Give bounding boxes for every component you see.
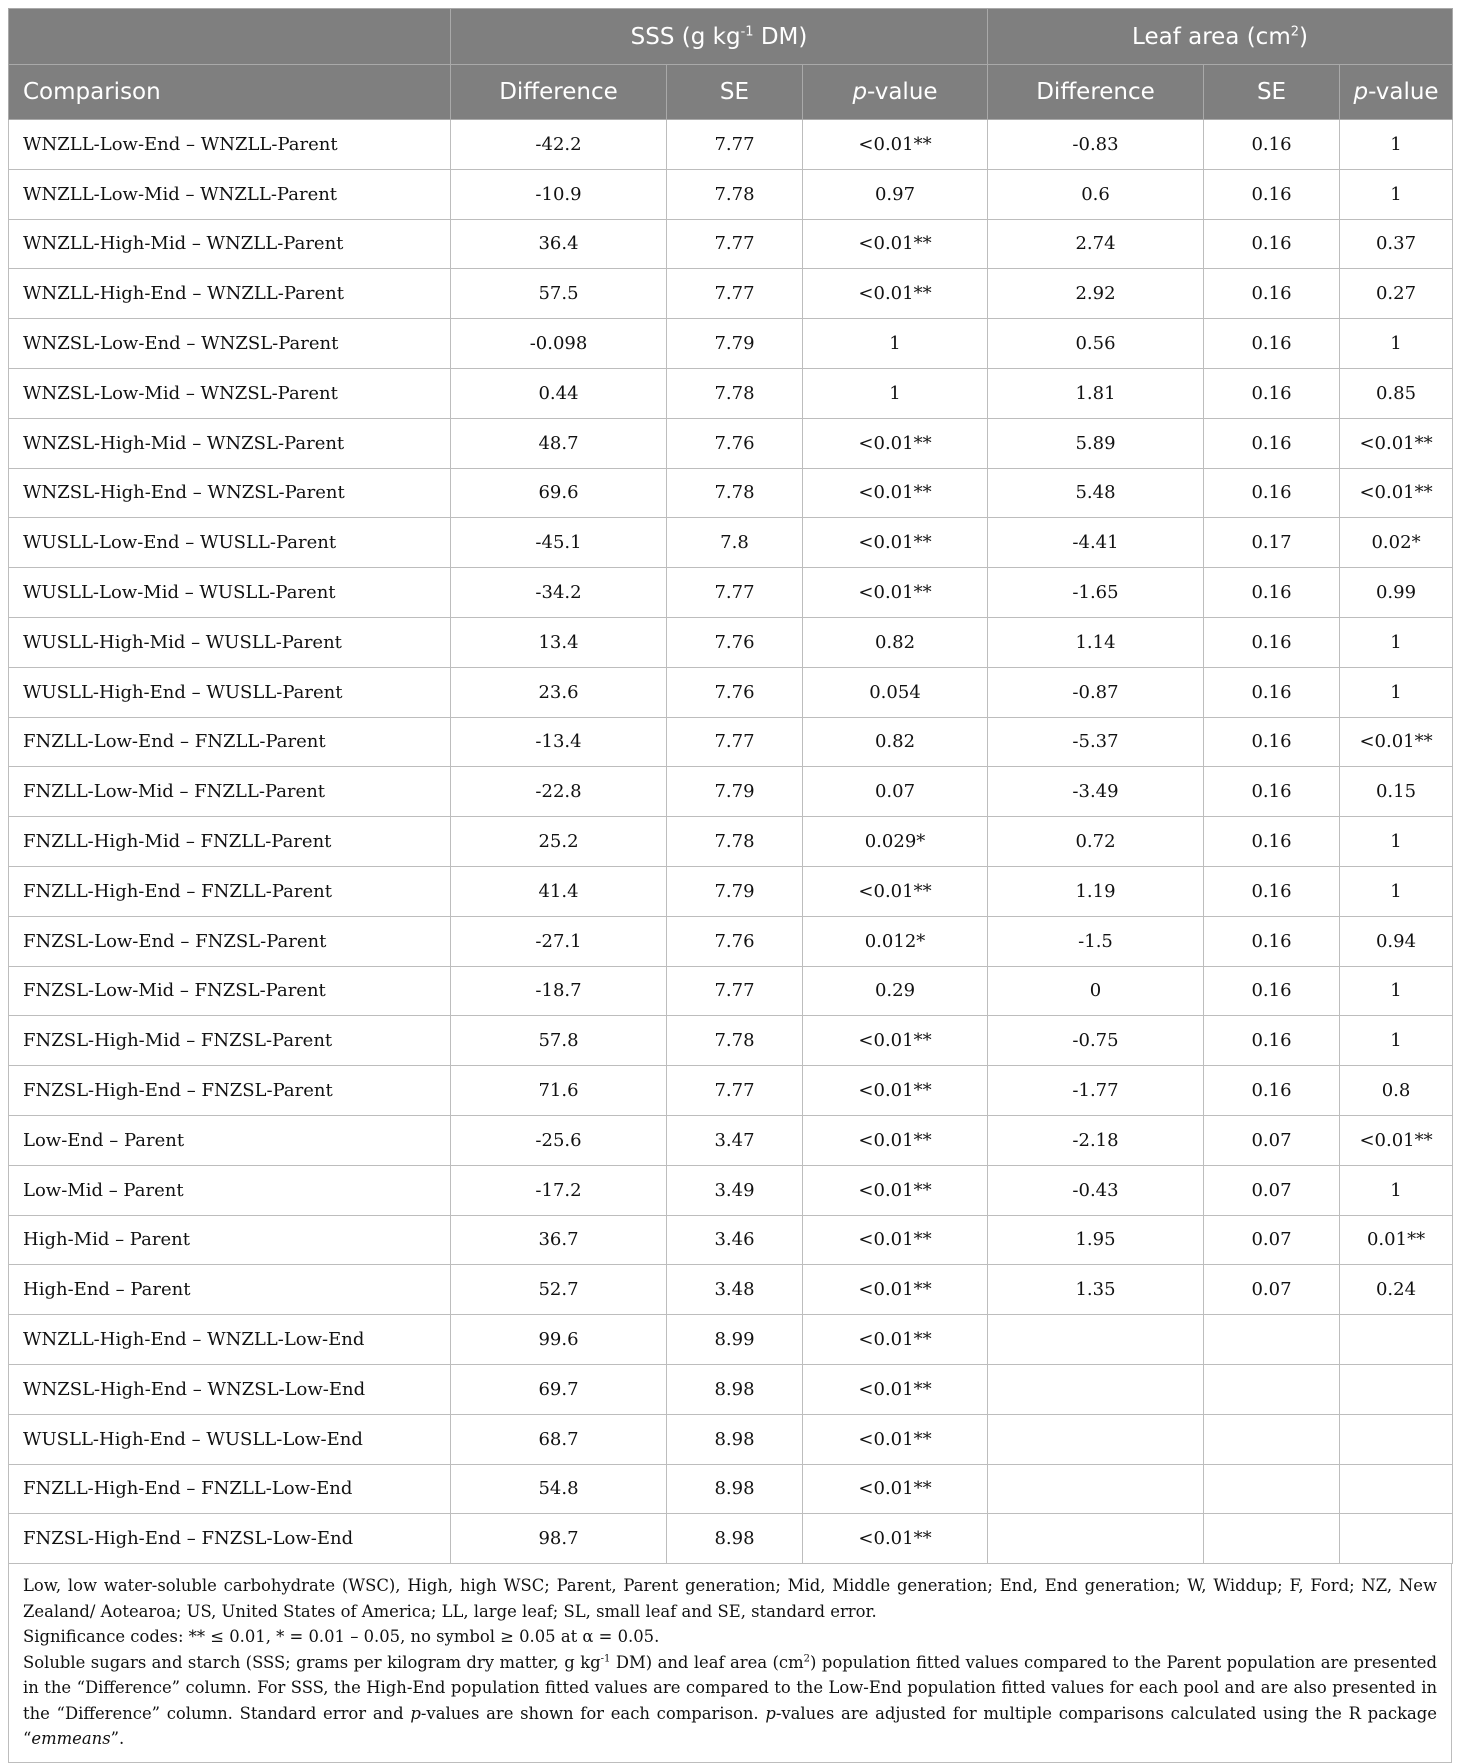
comparison-cell: FNZSL-Low-Mid – FNZSL-Parent (9, 966, 451, 1016)
sss-p-value-cell: 0.07 (803, 767, 988, 817)
comparison-cell: WNZLL-High-End – WNZLL-Low-End (9, 1315, 451, 1365)
comparison-cell: FNZLL-High-Mid – FNZLL-Parent (9, 817, 451, 867)
comparison-cell: FNZLL-High-End – FNZLL-Parent (9, 866, 451, 916)
leaf-p-value-cell: <0.01** (1340, 1115, 1453, 1165)
leaf-difference-cell (988, 1414, 1204, 1464)
table-row (9, 568, 1453, 618)
table-row (9, 1414, 1453, 1464)
leaf-p-value-cell: <0.01** (1340, 717, 1453, 767)
leaf-se-cell: 0.16 (1204, 418, 1340, 468)
sss-p-value-cell: <0.01** (803, 269, 988, 319)
comparison-cell: WNZLL-Low-Mid – WNZLL-Parent (9, 169, 451, 219)
leaf-se-cell: 0.16 (1204, 568, 1340, 618)
sss-p-value-cell: <0.01** (803, 1414, 988, 1464)
leaf-p-value-cell (1340, 1464, 1453, 1514)
header-sss-difference: Difference (451, 65, 667, 120)
table-row (9, 916, 1453, 966)
comparison-cell: Low-Mid – Parent (9, 1165, 451, 1215)
leaf-difference-cell: -0.83 (988, 120, 1204, 170)
header-sss-group: SSS (g $kg^{-1}$ DM) (451, 9, 988, 65)
leaf-se-cell: 0.16 (1204, 717, 1340, 767)
table-row (9, 468, 1453, 518)
leaf-p-value-cell: 0.27 (1340, 269, 1453, 319)
leaf-se-cell: 0.16 (1204, 617, 1340, 667)
sss-p-value-cell: <0.01** (803, 1215, 988, 1265)
table-row (9, 866, 1453, 916)
comparison-cell: WNZSL-Low-Mid – WNZSL-Parent (9, 368, 451, 418)
sss-se-cell: 7.78 (667, 817, 803, 867)
sss-p-value-cell: <0.01** (803, 1165, 988, 1215)
header-leaf-se: SE (1204, 65, 1340, 120)
sss-se-cell: 7.79 (667, 866, 803, 916)
table-row (9, 617, 1453, 667)
header-empty-cell (9, 9, 451, 65)
table-row (9, 1514, 1453, 1564)
header-leaf-area-group: Leaf area $(cm^2)$ (988, 9, 1453, 65)
leaf-difference-cell: 5.48 (988, 468, 1204, 518)
header-sss-p-value: p-value (803, 65, 988, 120)
sss-p-value-cell: 1 (803, 319, 988, 369)
leaf-difference-cell: 0 (988, 966, 1204, 1016)
sss-se-cell: 7.77 (667, 568, 803, 618)
leaf-difference-cell: -0.43 (988, 1165, 1204, 1215)
leaf-difference-cell: 1.81 (988, 368, 1204, 418)
leaf-difference-cell: -1.77 (988, 1066, 1204, 1116)
leaf-se-cell: 0.16 (1204, 817, 1340, 867)
leaf-se-cell (1204, 1315, 1340, 1365)
sss-se-cell: 7.77 (667, 966, 803, 1016)
header-sss-se: SE (667, 65, 803, 120)
header-leaf-p-value: p-value (1340, 65, 1453, 120)
sss-p-value-cell: <0.01** (803, 1115, 988, 1165)
sss-difference-cell: 36.4 (451, 219, 667, 269)
leaf-difference-cell (988, 1514, 1204, 1564)
sss-difference-cell: 36.7 (451, 1215, 667, 1265)
table-row (9, 1364, 1453, 1414)
table-row (9, 966, 1453, 1016)
leaf-p-value-cell: 0.85 (1340, 368, 1453, 418)
comparison-cell: WUSLL-Low-End – WUSLL-Parent (9, 518, 451, 568)
comparison-cell: FNZSL-High-End – FNZSL-Low-End (9, 1514, 451, 1564)
leaf-difference-cell: -1.65 (988, 568, 1204, 618)
leaf-p-value-cell: 1 (1340, 817, 1453, 867)
sss-difference-cell: -45.1 (451, 518, 667, 568)
leaf-difference-cell: 0.56 (988, 319, 1204, 369)
sss-se-cell: 7.78 (667, 169, 803, 219)
leaf-se-cell: 0.16 (1204, 169, 1340, 219)
table-row (9, 368, 1453, 418)
sss-p-value-cell: <0.01** (803, 1016, 988, 1066)
table-row (9, 269, 1453, 319)
sss-se-cell: 7.77 (667, 219, 803, 269)
sss-p-value-cell: <0.01** (803, 120, 988, 170)
sss-difference-cell: 68.7 (451, 1414, 667, 1464)
sss-se-cell: 8.99 (667, 1315, 803, 1365)
sss-p-value-cell: <0.01** (803, 1315, 988, 1365)
sss-p-value-cell: <0.01** (803, 568, 988, 618)
leaf-se-cell: 0.16 (1204, 966, 1340, 1016)
sss-difference-cell: -18.7 (451, 966, 667, 1016)
sss-difference-cell: 57.5 (451, 269, 667, 319)
sss-p-value-cell: <0.01** (803, 1265, 988, 1315)
sss-difference-cell: 23.6 (451, 667, 667, 717)
sss-se-cell: 3.48 (667, 1265, 803, 1315)
header-comparison: Comparison (9, 65, 451, 120)
leaf-se-cell: 0.16 (1204, 866, 1340, 916)
leaf-difference-cell: 2.74 (988, 219, 1204, 269)
leaf-p-value-cell: <0.01** (1340, 418, 1453, 468)
leaf-p-value-cell: 0.99 (1340, 568, 1453, 618)
comparison-cell: WNZSL-High-End – WNZSL-Low-End (9, 1364, 451, 1414)
comparison-cell: FNZSL-High-End – FNZSL-Parent (9, 1066, 451, 1116)
sss-difference-cell: 0.44 (451, 368, 667, 418)
sss-se-cell: 7.78 (667, 468, 803, 518)
sss-p-value-cell: <0.01** (803, 468, 988, 518)
leaf-p-value-cell: 1 (1340, 966, 1453, 1016)
leaf-difference-cell: -4.41 (988, 518, 1204, 568)
leaf-p-value-cell: <0.01** (1340, 468, 1453, 518)
leaf-difference-cell (988, 1364, 1204, 1414)
sss-difference-cell: 98.7 (451, 1514, 667, 1564)
leaf-difference-cell: -0.75 (988, 1016, 1204, 1066)
table-row (9, 717, 1453, 767)
leaf-difference-cell: 1.95 (988, 1215, 1204, 1265)
sss-p-value-cell: 0.012* (803, 916, 988, 966)
sss-se-cell: 7.78 (667, 368, 803, 418)
sss-p-value-cell: <0.01** (803, 219, 988, 269)
leaf-p-value-cell: 0.01** (1340, 1215, 1453, 1265)
sss-se-cell: 3.49 (667, 1165, 803, 1215)
leaf-p-value-cell: 0.15 (1340, 767, 1453, 817)
leaf-se-cell: 0.16 (1204, 269, 1340, 319)
comparison-cell: High-Mid – Parent (9, 1215, 451, 1265)
sss-difference-cell: -0.098 (451, 319, 667, 369)
leaf-p-value-cell: 0.8 (1340, 1066, 1453, 1116)
leaf-p-value-cell: 1 (1340, 866, 1453, 916)
leaf-p-value-cell: 1 (1340, 667, 1453, 717)
sss-se-cell: 7.77 (667, 717, 803, 767)
leaf-se-cell: 0.16 (1204, 916, 1340, 966)
leaf-p-value-cell (1340, 1364, 1453, 1414)
leaf-se-cell: 0.16 (1204, 1016, 1340, 1066)
comparison-cell: High-End – Parent (9, 1265, 451, 1315)
comparison-cell: WUSLL-Low-Mid – WUSLL-Parent (9, 568, 451, 618)
comparison-cell: WNZLL-High-End – WNZLL-Parent (9, 269, 451, 319)
table-row (9, 1315, 1453, 1365)
sss-se-cell: 7.77 (667, 269, 803, 319)
footnote-description: Soluble sugars and starch (SSS; grams per kilogram dry matter, g $kg^{-1}$ DM) and leaf area $(cm^2)$ population fitted values compared to the Parent population are presented in the “Difference” column. For SSS, the High-End population fitted values are compared to the Low-End population fitted values for each pool and are also presented in the “Difference” column. Standard error and p-values are shown for each comparison. p-values are adjusted for multiple comparisons calculated using the R package “emmeans”. (23, 1652, 1437, 1749)
sss-difference-cell: -13.4 (451, 717, 667, 767)
sss-se-cell: 7.79 (667, 767, 803, 817)
comparison-cell: FNZSL-Low-End – FNZSL-Parent (9, 916, 451, 966)
sss-difference-cell: 71.6 (451, 1066, 667, 1116)
sss-p-value-cell: <0.01** (803, 418, 988, 468)
leaf-se-cell: 0.07 (1204, 1165, 1340, 1215)
sss-difference-cell: -22.8 (451, 767, 667, 817)
table-row (9, 767, 1453, 817)
sss-difference-cell: -17.2 (451, 1165, 667, 1215)
sss-p-value-cell: 0.97 (803, 169, 988, 219)
sss-se-cell: 8.98 (667, 1514, 803, 1564)
table-row (9, 219, 1453, 269)
sss-p-value-cell: 0.82 (803, 717, 988, 767)
leaf-se-cell (1204, 1414, 1340, 1464)
leaf-se-cell: 0.16 (1204, 1066, 1340, 1116)
table-row (9, 1066, 1453, 1116)
leaf-difference-cell: 5.89 (988, 418, 1204, 468)
sss-se-cell: 7.76 (667, 667, 803, 717)
leaf-difference-cell: -1.5 (988, 916, 1204, 966)
leaf-difference-cell: 0.72 (988, 817, 1204, 867)
sss-difference-cell: 13.4 (451, 617, 667, 667)
leaf-difference-cell: -3.49 (988, 767, 1204, 817)
table-row (9, 319, 1453, 369)
sss-p-value-cell: 0.29 (803, 966, 988, 1016)
sss-difference-cell: 48.7 (451, 418, 667, 468)
comparison-cell: WNZSL-High-End – WNZSL-Parent (9, 468, 451, 518)
sss-difference-cell: -27.1 (451, 916, 667, 966)
leaf-se-cell: 0.16 (1204, 767, 1340, 817)
leaf-p-value-cell: 1 (1340, 319, 1453, 369)
sss-p-value-cell: <0.01** (803, 1464, 988, 1514)
leaf-p-value-cell: 0.37 (1340, 219, 1453, 269)
leaf-se-cell: 0.16 (1204, 219, 1340, 269)
leaf-difference-cell (988, 1464, 1204, 1514)
sss-se-cell: 7.76 (667, 617, 803, 667)
sss-se-cell: 7.8 (667, 518, 803, 568)
sss-se-cell: 7.78 (667, 1016, 803, 1066)
comparison-cell: WNZSL-High-Mid – WNZSL-Parent (9, 418, 451, 468)
leaf-difference-cell (988, 1315, 1204, 1365)
header-column-row (9, 65, 1453, 120)
header-leaf-difference: Difference (988, 65, 1204, 120)
sss-difference-cell: 54.8 (451, 1464, 667, 1514)
sss-p-value-cell: 0.054 (803, 667, 988, 717)
comparison-cell: FNZSL-High-Mid – FNZSL-Parent (9, 1016, 451, 1066)
leaf-p-value-cell: 1 (1340, 169, 1453, 219)
table-row (9, 1165, 1453, 1215)
leaf-p-value-cell: 1 (1340, 617, 1453, 667)
table-row (9, 1215, 1453, 1265)
leaf-difference-cell: 1.35 (988, 1265, 1204, 1315)
sss-se-cell: 7.77 (667, 120, 803, 170)
sss-difference-cell: 52.7 (451, 1265, 667, 1315)
table-row (9, 1016, 1453, 1066)
footnote-significance: Significance codes: ** ≤ 0.01, * = 0.01 – 0.05, no symbol ≥ 0.05 at α = 0.05. (23, 1627, 660, 1647)
table-row (9, 1265, 1453, 1315)
leaf-p-value-cell (1340, 1414, 1453, 1464)
table-row (9, 518, 1453, 568)
leaf-p-value-cell: 0.02* (1340, 518, 1453, 568)
sss-p-value-cell: 0.029* (803, 817, 988, 867)
comparison-cell: WUSLL-High-Mid – WUSLL-Parent (9, 617, 451, 667)
sss-p-value-cell: <0.01** (803, 518, 988, 568)
leaf-se-cell: 0.16 (1204, 319, 1340, 369)
table-container (8, 8, 1452, 1763)
sss-p-value-cell: <0.01** (803, 1066, 988, 1116)
sss-difference-cell: 41.4 (451, 866, 667, 916)
sss-difference-cell: 25.2 (451, 817, 667, 867)
leaf-se-cell: 0.16 (1204, 120, 1340, 170)
table-row (9, 817, 1453, 867)
leaf-se-cell: 0.16 (1204, 368, 1340, 418)
results-table (8, 8, 1453, 1564)
comparison-cell: WNZLL-High-Mid – WNZLL-Parent (9, 219, 451, 269)
leaf-p-value-cell (1340, 1514, 1453, 1564)
table-row (9, 1464, 1453, 1514)
leaf-p-value-cell: 0.24 (1340, 1265, 1453, 1315)
leaf-difference-cell: -2.18 (988, 1115, 1204, 1165)
sss-difference-cell: 69.7 (451, 1364, 667, 1414)
leaf-p-value-cell (1340, 1315, 1453, 1365)
comparison-cell: WUSLL-High-End – WUSLL-Low-End (9, 1414, 451, 1464)
comparison-cell: FNZLL-Low-End – FNZLL-Parent (9, 717, 451, 767)
sss-se-cell: 8.98 (667, 1364, 803, 1414)
leaf-se-cell (1204, 1364, 1340, 1414)
sss-se-cell: 8.98 (667, 1464, 803, 1514)
table-row (9, 120, 1453, 170)
leaf-se-cell (1204, 1514, 1340, 1564)
leaf-se-cell: 0.07 (1204, 1265, 1340, 1315)
leaf-difference-cell: 1.14 (988, 617, 1204, 667)
comparison-cell: WUSLL-High-End – WUSLL-Parent (9, 667, 451, 717)
sss-se-cell: 7.79 (667, 319, 803, 369)
leaf-difference-cell: 0.6 (988, 169, 1204, 219)
sss-se-cell: 7.76 (667, 916, 803, 966)
table-row (9, 1115, 1453, 1165)
leaf-se-cell: 0.17 (1204, 518, 1340, 568)
leaf-p-value-cell: 1 (1340, 1165, 1453, 1215)
leaf-difference-cell: 2.92 (988, 269, 1204, 319)
sss-difference-cell: -10.9 (451, 169, 667, 219)
sss-p-value-cell: <0.01** (803, 1364, 988, 1414)
sss-se-cell: 7.77 (667, 1066, 803, 1116)
leaf-se-cell: 0.16 (1204, 667, 1340, 717)
table-row (9, 667, 1453, 717)
leaf-p-value-cell: 1 (1340, 1016, 1453, 1066)
sss-difference-cell: 99.6 (451, 1315, 667, 1365)
sss-difference-cell: 57.8 (451, 1016, 667, 1066)
sss-difference-cell: -25.6 (451, 1115, 667, 1165)
sss-difference-cell: 69.6 (451, 468, 667, 518)
comparison-cell: WNZSL-Low-End – WNZSL-Parent (9, 319, 451, 369)
comparison-cell: WNZLL-Low-End – WNZLL-Parent (9, 120, 451, 170)
header-group-row (9, 9, 1453, 65)
sss-se-cell: 8.98 (667, 1414, 803, 1464)
leaf-se-cell: 0.07 (1204, 1115, 1340, 1165)
sss-se-cell: 3.46 (667, 1215, 803, 1265)
sss-se-cell: 7.76 (667, 418, 803, 468)
sss-p-value-cell: 0.82 (803, 617, 988, 667)
sss-p-value-cell: <0.01** (803, 1514, 988, 1564)
leaf-p-value-cell: 0.94 (1340, 916, 1453, 966)
table-row (9, 169, 1453, 219)
leaf-se-cell: 0.16 (1204, 468, 1340, 518)
leaf-se-cell: 0.07 (1204, 1215, 1340, 1265)
leaf-difference-cell: -0.87 (988, 667, 1204, 717)
leaf-se-cell (1204, 1464, 1340, 1514)
comparison-cell: FNZLL-High-End – FNZLL-Low-End (9, 1464, 451, 1514)
sss-difference-cell: -42.2 (451, 120, 667, 170)
comparison-cell: FNZLL-Low-Mid – FNZLL-Parent (9, 767, 451, 817)
sss-se-cell: 3.47 (667, 1115, 803, 1165)
sss-p-value-cell: <0.01** (803, 866, 988, 916)
sss-p-value-cell: 1 (803, 368, 988, 418)
table-footnotes (8, 1564, 1452, 1763)
footnote-abbreviations: Low, low water-soluble carbohydrate (WSC), High, high WSC; Parent, Parent generation; Mid, Middle generation; End, End generation; W, Widdup; F, Ford; NZ, New Zealand/ Aotearoa; US, United States of America; LL, large leaf; SL, small leaf and SE, standard error. (23, 1576, 1437, 1621)
sss-difference-cell: -34.2 (451, 568, 667, 618)
table-row (9, 418, 1453, 468)
leaf-difference-cell: -5.37 (988, 717, 1204, 767)
leaf-difference-cell: 1.19 (988, 866, 1204, 916)
leaf-p-value-cell: 1 (1340, 120, 1453, 170)
table-body (9, 120, 1453, 1564)
comparison-cell: Low-End – Parent (9, 1115, 451, 1165)
